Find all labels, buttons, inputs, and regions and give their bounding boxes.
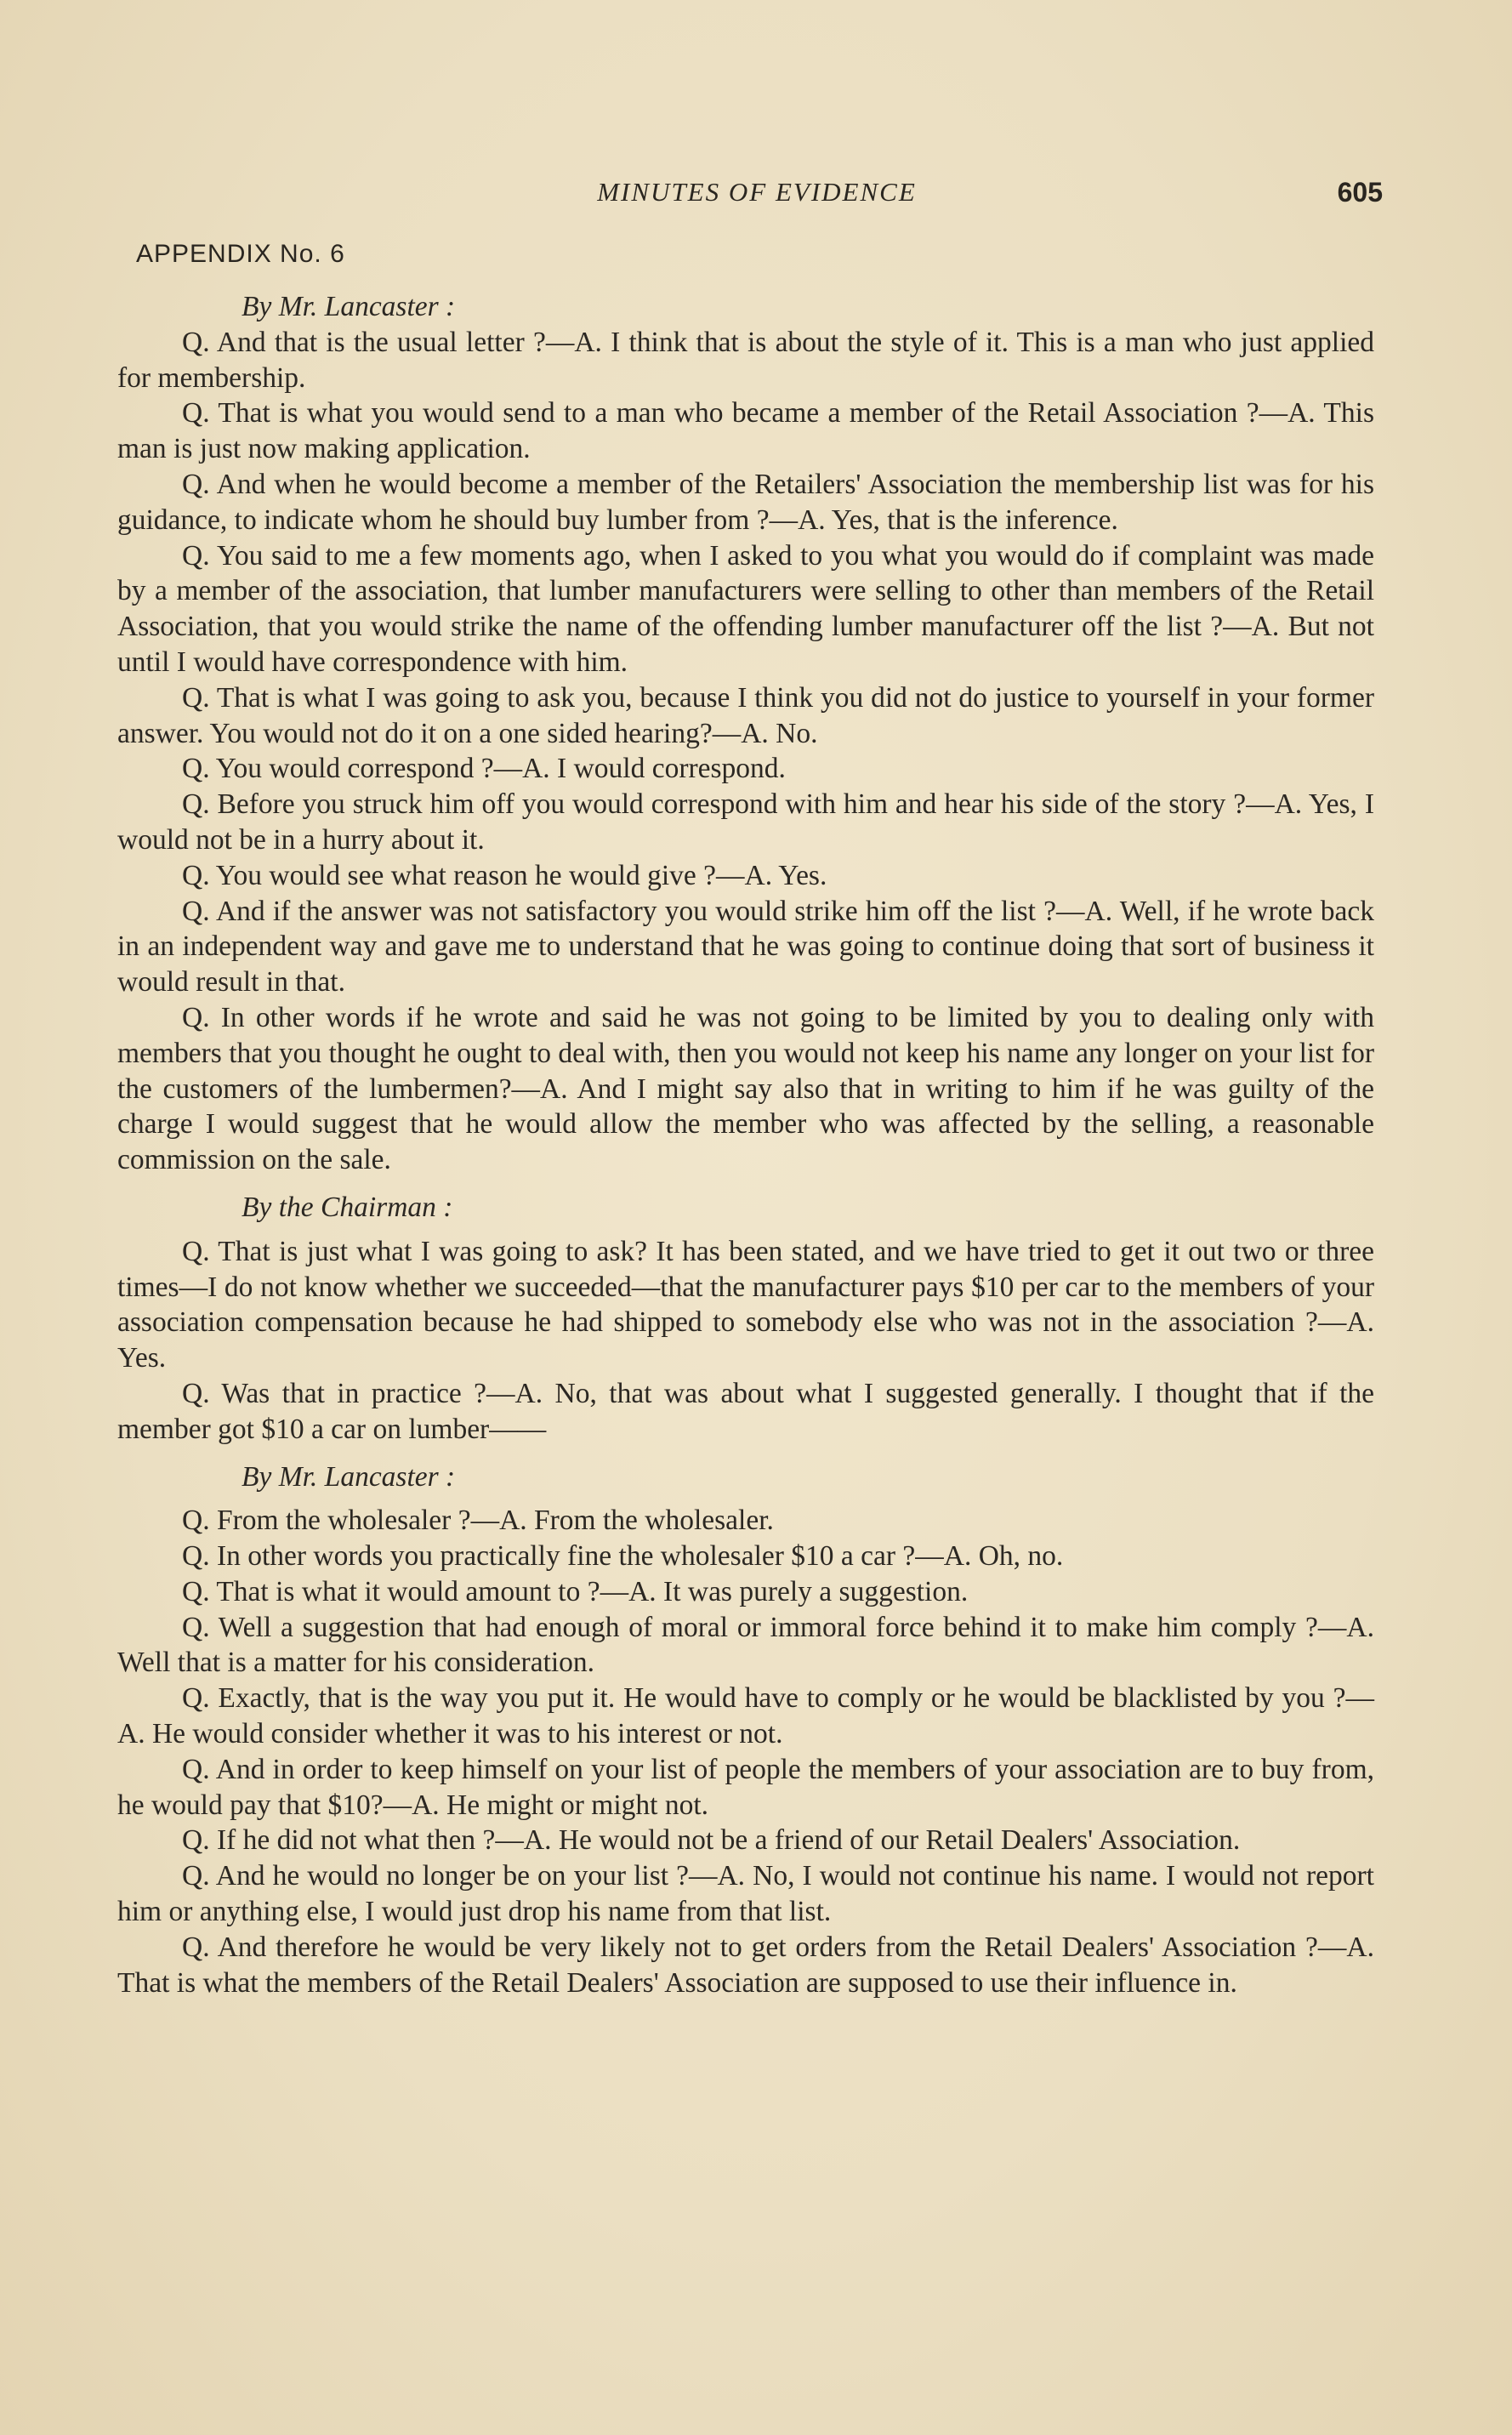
speaker-heading: By Mr. Lancaster : (242, 291, 456, 322)
testimony-paragraph: Q. And if the answer was not satisfactory you would strike him off the list ?—A. Well, if he wrote back in an independent way and gave me to understand that he was going to continue doing that sort of business it would result in that. (117, 895, 1374, 998)
testimony-paragraph: Q. In other words you practically fine the wholesaler $10 a car ?—A. Oh, no. (182, 1540, 1064, 1573)
testimony-paragraph: Q. And that is the usual letter ?—A. I think that is about the style of it. This is a man who just applied for membership. (117, 326, 1374, 394)
testimony-paragraph: Q. If he did not what then ?—A. He would not be a friend of our Retail Dealers' Association. (182, 1824, 1241, 1857)
testimony-paragraph: Q. Exactly, that is the way you put it. He would have to comply or he would be blacklisted by you ?—A. He would consider whether it was to his interest or not. (117, 1682, 1374, 1750)
appendix-label: APPENDIX No. 6 (136, 240, 345, 268)
testimony-paragraph: Q. Was that in practice ?—A. No, that was about what I suggested generally. I thought that if the member got $10 a car on lumber—— (117, 1377, 1374, 1445)
page-number: 605 (1337, 177, 1383, 208)
testimony-paragraph: Q. And in order to keep himself on your list of people the members of your association are to buy from, he would pay that $10?—A. He might or might not. (117, 1753, 1374, 1821)
speaker-heading: By Mr. Lancaster : (242, 1460, 456, 1493)
testimony-paragraph: Q. Before you struck him off you would correspond with him and hear his side of the story ?—A. Yes, I would not be in a hurry about it. (117, 788, 1374, 856)
running-head-title: MINUTES OF EVIDENCE (597, 177, 917, 207)
testimony-paragraph: Q. Well a suggestion that had enough of moral or immoral force behind it to make him comply ?—A. Well that is a matter for his consideration. (117, 1611, 1374, 1679)
minutes-body (117, 289, 1374, 2000)
testimony-paragraph: Q. You would see what reason he would give ?—A. Yes. (182, 859, 827, 891)
testimony-paragraph: Q. That is what you would send to a man who became a member of the Retail Association ?—A. This man is just now making application. (117, 397, 1374, 465)
testimony-paragraph: Q. You said to me a few moments ago, when I asked to you what you would do if complaint was made by a member of the association, that lumber manufacturers were selling to other than members of the Retail Association, that you would strike the name of the offending lumber manufacturer off the list ?—A. But not until I would have correspondence with him. (117, 539, 1374, 678)
testimony-paragraph: Q. That is what I was going to ask you, because I think you did not do justice to yourself in your former answer. You would not do it on a one sided hearing?—A. No. (117, 681, 1374, 749)
testimony-paragraph: Q. In other words if he wrote and said he was not going to be limited by you to dealing only with members that you thought he ought to deal with, then you would not keep his name any longer on your list for the customers of the lumbermen?—A. And I might say also that in writing to him if he was guilty of the charge I would suggest that he would allow the member who was affected by the selling, a reasonable commission on the sale. (117, 1001, 1374, 1176)
testimony-paragraph: Q. And therefore he would be very likely not to get orders from the Retail Dealers' Association ?—A. That is what the members of the Retail Dealers' Association are supposed to use their influence in. (117, 1931, 1374, 1999)
testimony-paragraph: Q. You would correspond ?—A. I would correspond. (182, 753, 786, 785)
testimony-paragraph: Q. That is just what I was going to ask? It has been stated, and we have tried to get it out two or three times—I do not know whether we succeeded—that the manufacturer pays $10 per car to the members of your association compensation because he had shipped to somebody else who was not in the association ?—A. Yes. (117, 1235, 1374, 1374)
speaker-heading: By the Chairman : (242, 1191, 453, 1223)
testimony-paragraph: Q. From the wholesaler ?—A. From the wholesaler. (182, 1505, 774, 1537)
testimony-paragraph: Q. That is what it would amount to ?—A. It was purely a suggestion. (182, 1575, 969, 1607)
testimony-paragraph: Q. And when he would become a member of the Retailers' Association the membership list was for his guidance, to indicate whom he should buy lumber from ?—A. Yes, that is the inference. (117, 468, 1374, 536)
running-head (0, 177, 1512, 214)
testimony-paragraph: Q. And he would no longer be on your list ?—A. No, I would not continue his name. I would not report him or anything else, I would just drop his name from that list. (117, 1860, 1374, 1928)
